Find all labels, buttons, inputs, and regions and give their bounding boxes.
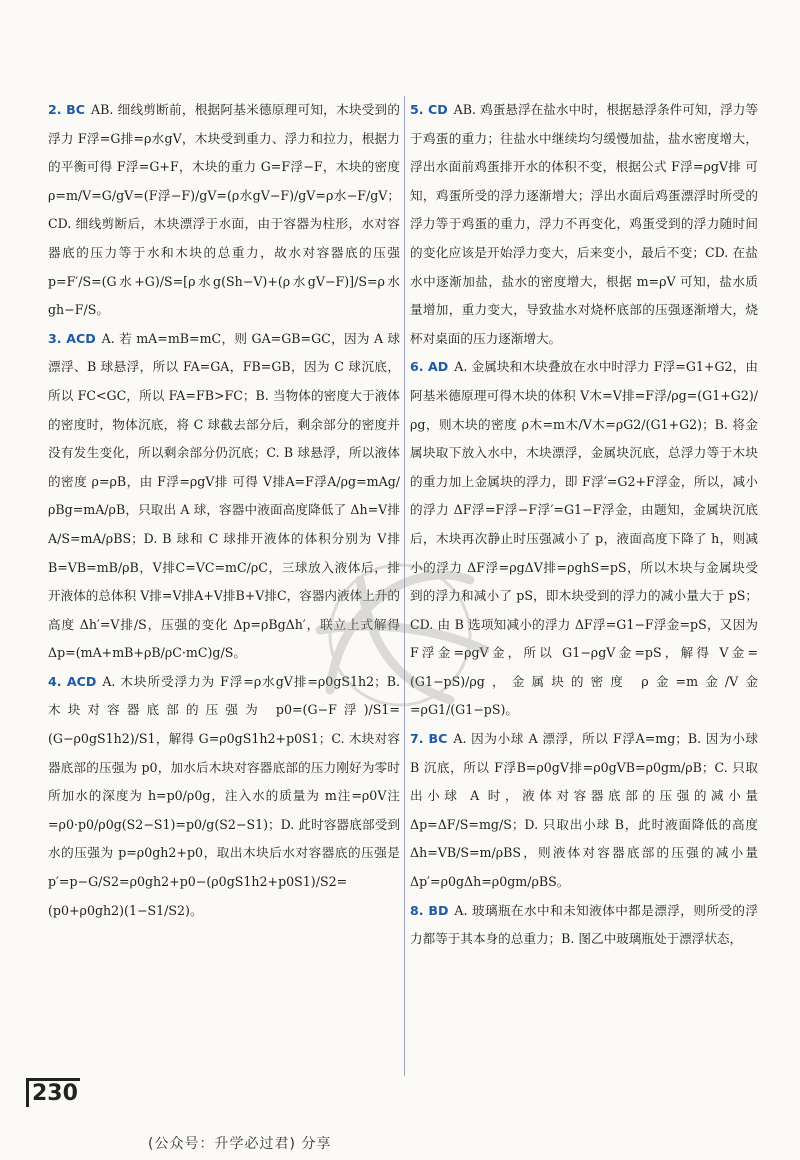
answer-text: A. 金属块和木块叠放在水中时浮力 F浮=G1+G2，由阿基米德原理可得木块的体积 V木=V排=F浮/ρg=(G1+G2)/ρg，则木块的密度 ρ木=m木/V木=ρG2/(G1+G2)；B. 将金属块取下放入水中，木块漂浮，金属块沉底，总浮力等于木块的重力加上金属块的浮力，即 F浮′=G2+F浮金，所以，减小的浮力 ΔF浮=F浮−F浮′=G1−F浮金，由题知，金属块沉底后，木块再次静止时压强减小了 p，液面高度下降了 h，则减小的浮力 ΔF浮=ρgΔV排=ρghS=pS，所以木块与金属块受到的浮力和减小了 pS，即木块受到的浮力的减小量大于 pS；CD. 由 B 选项知减小的浮力 ΔF浮=G1−F浮金=pS，又因为 F浮金=ρgV金，所以 G1−ρgV金=pS，解得 V金=(G1−pS)/ρg，金属块的密度 ρ金=m金/V金=ρG1/(G1−pS)。 xyxy=(410,359,758,718)
answer-text: AB. 鸡蛋悬浮在盐水中时，根据悬浮条件可知，浮力等于鸡蛋的重力；往盐水中继续均匀缓慢加盐，盐水密度增大，浮出水面前鸡蛋排开水的体积不变，根据公式 F浮=ρgV排 可知，鸡蛋所受的浮力逐渐增大；浮出水面后鸡蛋漂浮时所受的浮力等于鸡蛋的重力，浮力不再变化，鸡蛋受到的浮力随时间的变化应该是开始浮力变大，后来变小，最后不变；CD. 在盐水中逐渐加盐，盐水的密度增大，根据 m=ρV 可知，盐水质量增加，重力变大，导致盐水对烧杯底部的压强逐渐增大，烧杯对桌面的压力逐渐增大。 xyxy=(410,102,758,346)
answer-number: 2. BC xyxy=(48,102,86,117)
answer-text: A. 若 mA=mB=mC，则 GA=GB=GC，因为 A 球漂浮、B 球悬浮，所以 FA=GA，FB=GB，因为 C 球沉底，所以 FC<GC，所以 FA=FB>FC；B. 当物体的密度大于液体的密度时，物体沉底，将 C 球截去部分后，剩余部分的密度并没有发生变化，所以剩余部分仍沉底；C. B 球悬浮，所以液体的密度 ρ=ρB，由 F浮=ρgV排 可得 V排A=F浮A/ρg=mAg/ρBg=mA/ρB，只取出 A 球，容器中液面高度降低了 Δh=V排A/S=mA/ρBS；D. B 球和 C 球排开液体的体积分别为 V排B=VB=mB/ρB，V排C=VC=mC/ρC，三球放入液体后，排开液体的总体积 V排=V排A+V排B+V排C，容器内液体上升的高度 Δh′=V排/S，压强的变化 Δp=ρBgΔh′，联立上式解得 Δp=(mA+mB+ρB/ρC·mC)g/S。 xyxy=(48,330,400,661)
left-column xyxy=(48,96,400,925)
footer-credit: (公众号：升学必过君) 分享 xyxy=(148,1136,332,1152)
right-column xyxy=(410,96,758,954)
answer-text: A. 因为小球 A 漂浮，所以 F浮A=mg；B. 因为小球 B 沉底，所以 F浮B=ρ0gV排=ρ0gVB=ρ0gm/ρB；C. 只取出小球 A 时，液体对容器底部的压强的减小量 Δp=ΔF/S=mg/S；D. 只取出小球 B，此时液面降低的高度 Δh=VB/S=m/ρBS，则液体对容器底部的压强的减小量 Δp′=ρ0gΔh=ρ0gm/ρBS。 xyxy=(410,731,758,890)
answer-number: 5. CD xyxy=(410,102,448,117)
answer-item-7 xyxy=(410,725,758,897)
answer-text: AB. 细线剪断前，根据阿基米德原理可知，木块受到的浮力 F浮=G排=ρ水gV，木块受到重力、浮力和拉力，根据力的平衡可得 F浮=G+F，木块的重力 G=F浮−F，木块的密度 ρ=m/V=G/gV=(F浮−F)/gV=(ρ水gV−F)/gV=ρ水−F/gV；CD. 细线剪断后，木块漂浮于水面，由于容器为柱形，水对容器底的压力等于水和木块的总重力，故水对容器底的压强 p=F′/S=(G水+G)/S=[ρ水g(Sh−V)+(ρ水gV−F)]/S=ρ水gh−F/S。 xyxy=(48,102,400,318)
answer-item-6 xyxy=(410,353,758,725)
answer-number: 4. ACD xyxy=(48,673,97,689)
answer-text: A. 木块所受浮力为 F浮=ρ水gV排=ρ0gS1h2；B. 木块对容器底部的压强为 p0=(G−F浮)/S1=(G−ρ0gS1h2)/S1，解得 G=ρ0gS1h2+p0S1；C. 木块对容器底部的压强为 p0，加水后木块对容器底部的压力刚好为零时所加水的深度为 h=p0/ρ0g，注入水的质量为 m注=ρ0V注=ρ0·p0/ρ0g(S2−S1)=p0/g(S2−S1)；D. 此时容器底部受到水的压强为 p=ρ0gh2+p0，取出木块后水对容器底的压强是 p′=p−G/S2=ρ0gh2+p0−(ρ0gS1h2+p0S1)/S2=(p0+ρ0gh2)(1−S1/S2)。 xyxy=(48,673,401,918)
answer-item-3 xyxy=(48,325,400,668)
page-number: 230 xyxy=(26,1078,80,1107)
column-divider xyxy=(404,96,405,1076)
answer-item-5 xyxy=(410,96,758,353)
answer-text: A. 玻璃瓶在水中和未知液体中都是漂浮，则所受的浮力都等于其本身的总重力；B. 图乙中玻璃瓶处于漂浮状态， xyxy=(410,902,759,947)
answer-number: 7. BC xyxy=(410,731,448,747)
answer-number: 6. AD xyxy=(410,359,449,375)
answer-item-4 xyxy=(48,668,400,925)
answer-item-8 xyxy=(410,897,758,954)
answer-number: 3. ACD xyxy=(48,330,96,346)
answer-item-2 xyxy=(48,96,400,325)
answer-number: 8. BD xyxy=(410,902,449,918)
